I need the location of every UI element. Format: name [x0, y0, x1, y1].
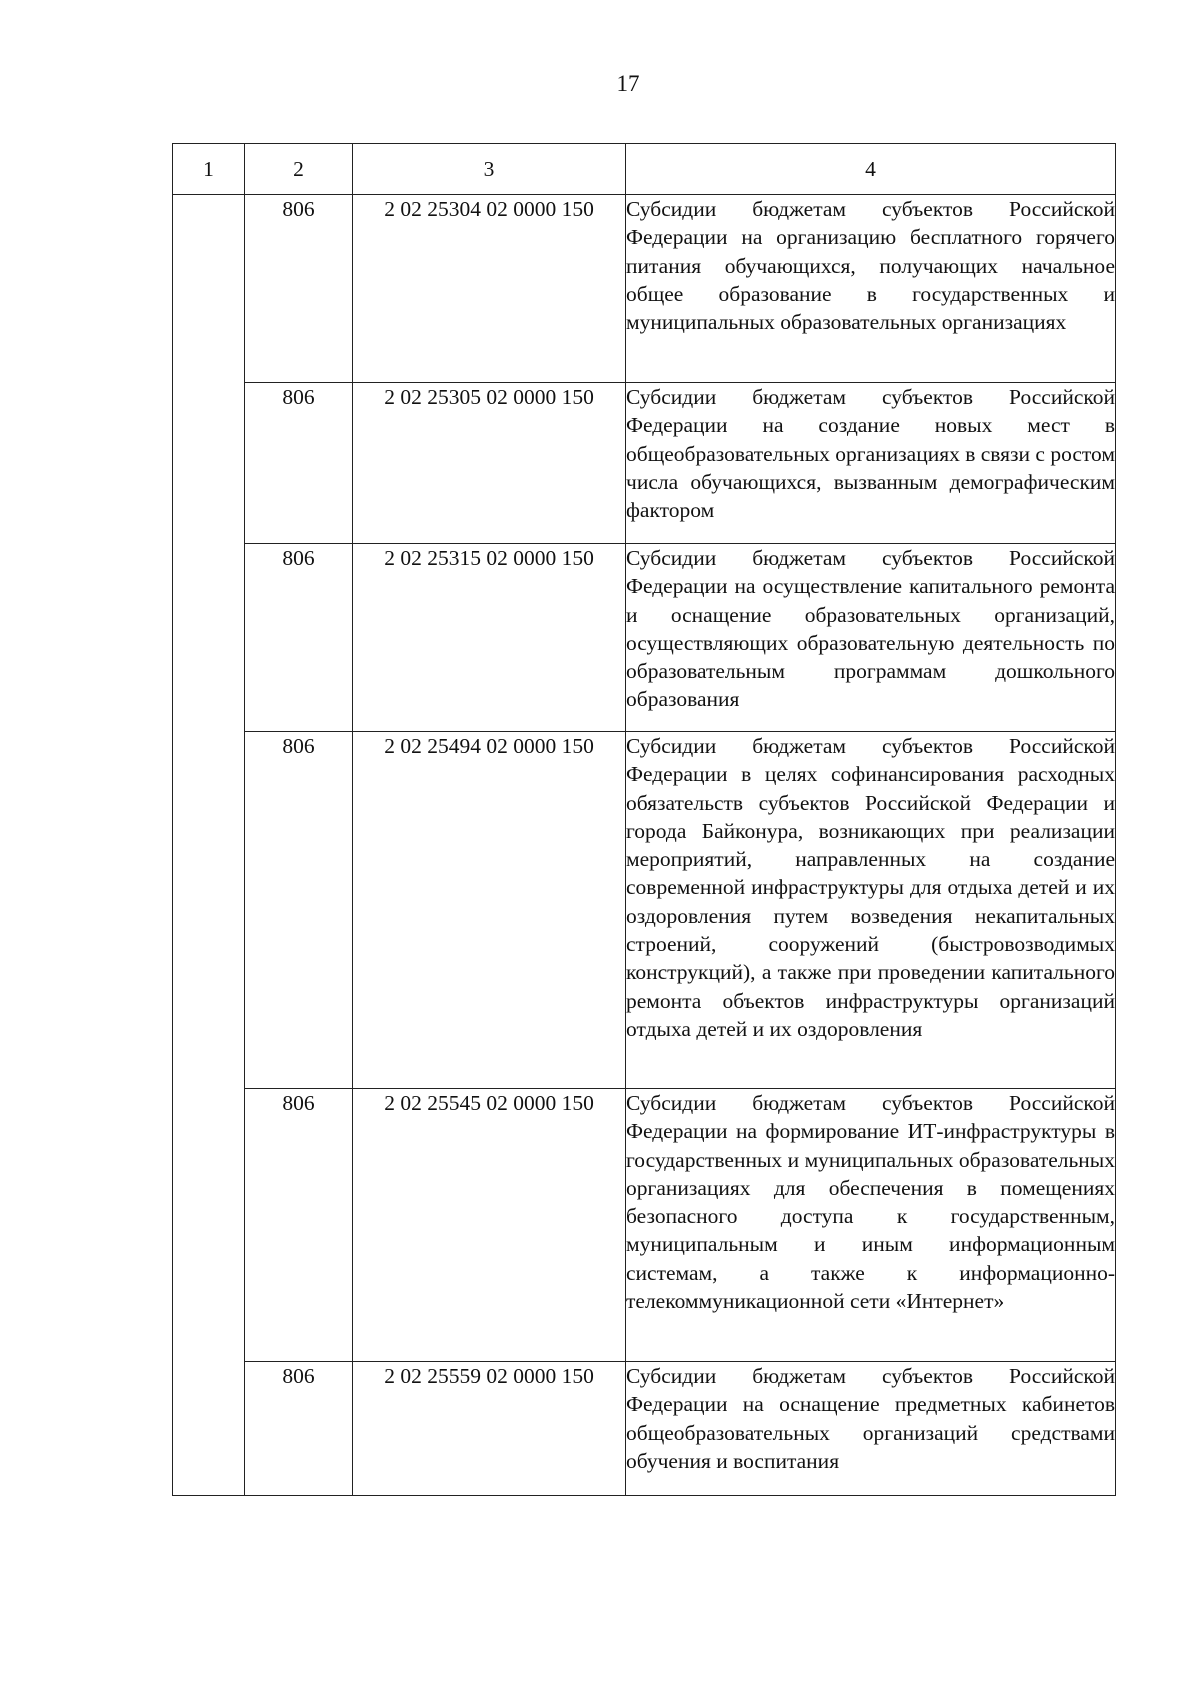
kbk-cell: 2 02 25559 02 0000 150	[353, 1362, 626, 1496]
table-header	[173, 144, 1116, 195]
header-col-2: 2	[245, 144, 353, 195]
header-col-3: 3	[353, 144, 626, 195]
kbk-cell: 2 02 25545 02 0000 150	[353, 1089, 626, 1362]
header-col-1: 1	[173, 144, 245, 195]
admin-code-cell: 806	[245, 732, 353, 1089]
admin-code-cell: 806	[245, 1362, 353, 1496]
table-row	[173, 544, 1116, 732]
table-body	[173, 195, 1116, 1496]
admin-code-cell: 806	[245, 195, 353, 383]
header-row	[173, 144, 1116, 195]
kbk-cell: 2 02 25304 02 0000 150	[353, 195, 626, 383]
description-cell: Субсидии бюджетам субъектов Российской Федерации на создание новых мест в общеобразовательных организациях в связи с ростом числа обучающихся, вызванным демографическим фактором	[626, 383, 1116, 544]
table-row	[173, 383, 1116, 544]
header-col-4: 4	[626, 144, 1116, 195]
description-cell: Субсидии бюджетам субъектов Российской Федерации на оснащение предметных кабинетов общеобразовательных организаций средствами обучения и воспитания	[626, 1362, 1116, 1496]
kbk-cell: 2 02 25305 02 0000 150	[353, 383, 626, 544]
table-row	[173, 732, 1116, 1089]
table-row	[173, 195, 1116, 383]
table-row	[173, 1362, 1116, 1496]
description-cell: Субсидии бюджетам субъектов Российской Федерации на осуществление капитального ремонта и оснащение образовательных организаций, осуществляющих образовательную деятельность по образовательным программам дошкольного образования	[626, 544, 1116, 732]
table-row	[173, 1089, 1116, 1362]
merged-first-column-cell	[173, 195, 245, 1496]
description-cell: Субсидии бюджетам субъектов Российской Федерации на формирование ИТ-инфраструктуры в государственных и муниципальных образовательных организациях для обеспечения в помещениях безопасного доступа к государственным, муниципальным и иным информационным системам, а также к информационно-телекоммуникационной сети «Интернет»	[626, 1089, 1116, 1362]
budget-classification-table	[172, 143, 1116, 1496]
kbk-cell: 2 02 25494 02 0000 150	[353, 732, 626, 1089]
description-cell: Субсидии бюджетам субъектов Российской Федерации в целях софинансирования расходных обязательств субъектов Российской Федерации и города Байконура, возникающих при реализации мероприятий, направленных на создание современной инфраструктуры для отдыха детей и их оздоровления путем возведения некапитальных строений, сооружений (быстровозводимых конструкций), а также при проведении капитального ремонта объектов инфраструктуры организаций отдыха детей и их оздоровления	[626, 732, 1116, 1089]
page-number: 17	[616, 71, 640, 96]
admin-code-cell: 806	[245, 1089, 353, 1362]
kbk-cell: 2 02 25315 02 0000 150	[353, 544, 626, 732]
admin-code-cell: 806	[245, 383, 353, 544]
description-cell: Субсидии бюджетам субъектов Российской Федерации на организацию бесплатного горячего питания обучающихся, получающих начальное общее образование в государственных и муниципальных образовательных организациях	[626, 195, 1116, 383]
admin-code-cell: 806	[245, 544, 353, 732]
